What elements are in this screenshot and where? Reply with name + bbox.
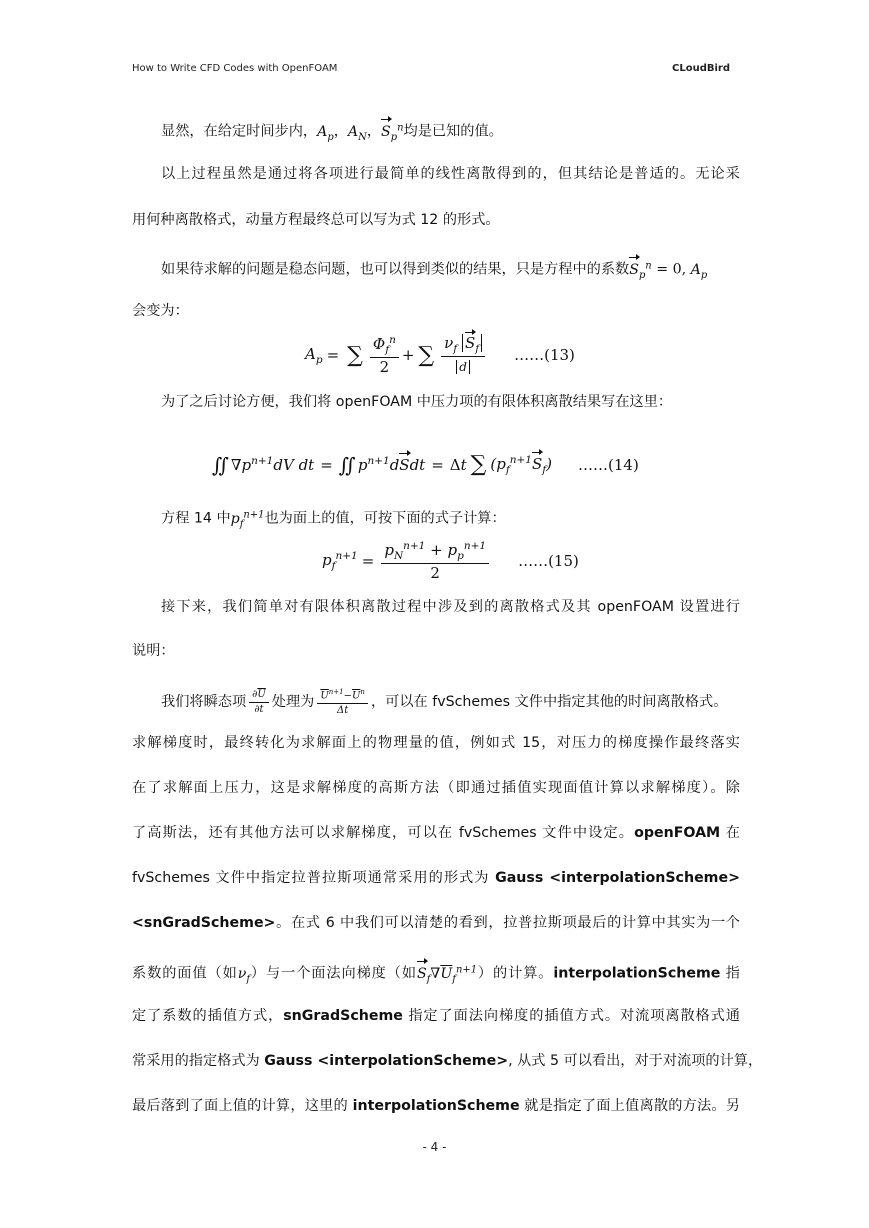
- text-segment: 在: [720, 825, 740, 841]
- math-ap: $A_p$: [317, 123, 334, 143]
- paragraph-schemes-line-9: [132, 1051, 763, 1071]
- text-segment: 均是已知的值。: [403, 123, 503, 140]
- paragraph-schemes-line-1: [161, 688, 740, 716]
- text-segment: 常采用的指定格式为: [132, 1053, 265, 1069]
- paragraph-schemes-line-2: 求解梯度时，最终转化为求解面上的物理量的值，例如式 15，对压力的梯度操作最终落实: [132, 735, 740, 751]
- paragraph-schemes-intro-line-1: 接下来，我们简单对有限体积离散过程中涉及到的离散格式及其 openFOAM 设置进行: [161, 599, 740, 615]
- text-segment: ）的计算。: [477, 965, 554, 982]
- paragraph-steady-line-1: [161, 256, 740, 286]
- equation-15-number: ……(15): [518, 552, 579, 571]
- running-header-author: CLoudBird: [672, 63, 730, 74]
- paragraph-general-line-2: 用何种离散格式，动量方程最终总可以写为式 12 的形式。: [132, 212, 500, 228]
- text-segment: 显然，在给定时间步内，: [161, 123, 318, 140]
- text-segment: fvSchemes 文件中指定拉普拉斯项通常采用的形式为: [132, 870, 496, 886]
- text-segment: 就是指定了面上值离散的方法。另: [519, 1098, 740, 1114]
- equation-15: $p_f^{n+1}$ = $\frac{p_N^{n+1} + p_p^{n+1}}{2}$ ……(15): [322, 540, 579, 583]
- paragraph-schemes-line-3: 在了求解面上压力，这是求解梯度的高斯方法（即通过插值实现面值计算以求解梯度）。除: [132, 780, 740, 796]
- equation-14-number: ……(14): [578, 455, 639, 474]
- paragraph-schemes-line-10: [132, 1096, 740, 1116]
- text-segment: 指定了面法向梯度的插值方式。对流项离散格式通: [402, 1008, 740, 1024]
- math-time-difference: $\frac{\overline{U}^{n+1}-\overline{U}^n}{\Delta t}$: [317, 688, 368, 716]
- math-ap: $A_p$: [690, 261, 708, 281]
- text-segment: 。在式 6 中我们可以清楚的看到，拉普拉斯项最后的计算中其实为一个: [275, 915, 740, 931]
- math-nu-f: $\nu_f$: [237, 965, 250, 985]
- paragraph-schemes-intro-line-2: 说明：: [132, 643, 175, 659]
- math-an: $A_N$: [347, 123, 367, 143]
- text-segment: 也为面上的值，可按下面的式子计算：: [264, 510, 506, 527]
- paragraph-known-values: [161, 118, 740, 148]
- paragraph-steady-line-2: 会变为：: [132, 303, 189, 319]
- equation-14: ∬ ∇ $p^{n+1}dV$ dt = ∬ $p^{n+1}dSdt$ = Δ t ∑ $(p_f^{n+1}S_f)$ ……(14): [212, 452, 639, 477]
- text-segment-bold: openFOAM: [634, 825, 721, 841]
- text-segment-bold: interpolationScheme: [553, 965, 721, 982]
- text-segment: 如果待求解的问题是稳态问题，也可以得到类似的结果，只是方程中的系数: [161, 261, 630, 278]
- paragraph-pressure-intro: 为了之后讨论方便，我们将 openFOAM 中压力项的有限体积离散结果写在这里：: [161, 394, 673, 410]
- text-segment-bold: snGradScheme: [283, 1008, 403, 1024]
- text-segment: 定了系数的插值方式，: [132, 1008, 284, 1024]
- page-number: - 4 -: [422, 1140, 447, 1154]
- text-segment: , 从式 5 可以看出，对于对流项的计算，: [508, 1053, 763, 1069]
- text-segment-bold: <snGradScheme>: [132, 915, 276, 931]
- text-segment-bold: interpolationScheme: [352, 1098, 520, 1114]
- equation-13-number: ……(13): [514, 346, 575, 365]
- math-sp-zero: $S_p^n$: [629, 260, 652, 281]
- paragraph-face-pressure: [161, 505, 740, 535]
- math-dudt: $\frac{\partial\overline{U}}{\partial t}$: [249, 689, 269, 715]
- text-segment: ，可以在 fvSchemes 文件中指定其他的时间离散格式。: [370, 694, 728, 711]
- equation-13: $A_p$ = ∑ $\frac{\Phi_f^n}{2}$ + ∑ $\frac{\nu_f S_f}{d}$ ……(13): [305, 334, 575, 377]
- paragraph-schemes-line-8: [132, 1006, 740, 1026]
- paragraph-schemes-line-7: [132, 960, 740, 990]
- math-sp-vector: $S_p^n$: [381, 122, 404, 143]
- text-segment: 我们将瞬态项: [161, 694, 247, 711]
- text-segment: 系数的面值（如: [132, 965, 238, 982]
- paragraph-schemes-line-6: [132, 913, 740, 933]
- paragraph-schemes-line-4: [132, 823, 740, 843]
- math-pf: $p_f^{n+1}$: [230, 509, 265, 530]
- paragraph-general-line-1: 以上过程虽然是通过将各项进行最简单的线性离散得到的，但其结论是普适的。无论采: [161, 166, 740, 182]
- text-segment: 处理为: [271, 694, 315, 711]
- text-segment: 最后落到了面上值的计算，这里的: [132, 1098, 353, 1114]
- text-segment-bold: Gauss <interpolationScheme>: [495, 870, 740, 886]
- text-segment: 方程 14 中: [161, 510, 231, 527]
- paragraph-schemes-line-5: [132, 868, 740, 888]
- running-header-title: How to Write CFD Codes with OpenFOAM: [132, 63, 338, 74]
- text-segment: ，: [366, 123, 382, 140]
- text-segment: 了高斯法，还有其他方法可以求解梯度，可以在 fvSchemes 文件中设定。: [132, 825, 635, 841]
- text-segment: ）与一个面法向梯度（如: [250, 965, 417, 982]
- text-segment: ，: [333, 123, 348, 140]
- math-sf-grad-u: $S_f\nabla\overline{U}_f^{n+1}$: [416, 964, 478, 985]
- math-text: = 0,: [656, 261, 691, 278]
- text-segment-bold: Gauss <interpolationScheme>: [264, 1053, 509, 1069]
- text-segment: 指: [720, 965, 740, 982]
